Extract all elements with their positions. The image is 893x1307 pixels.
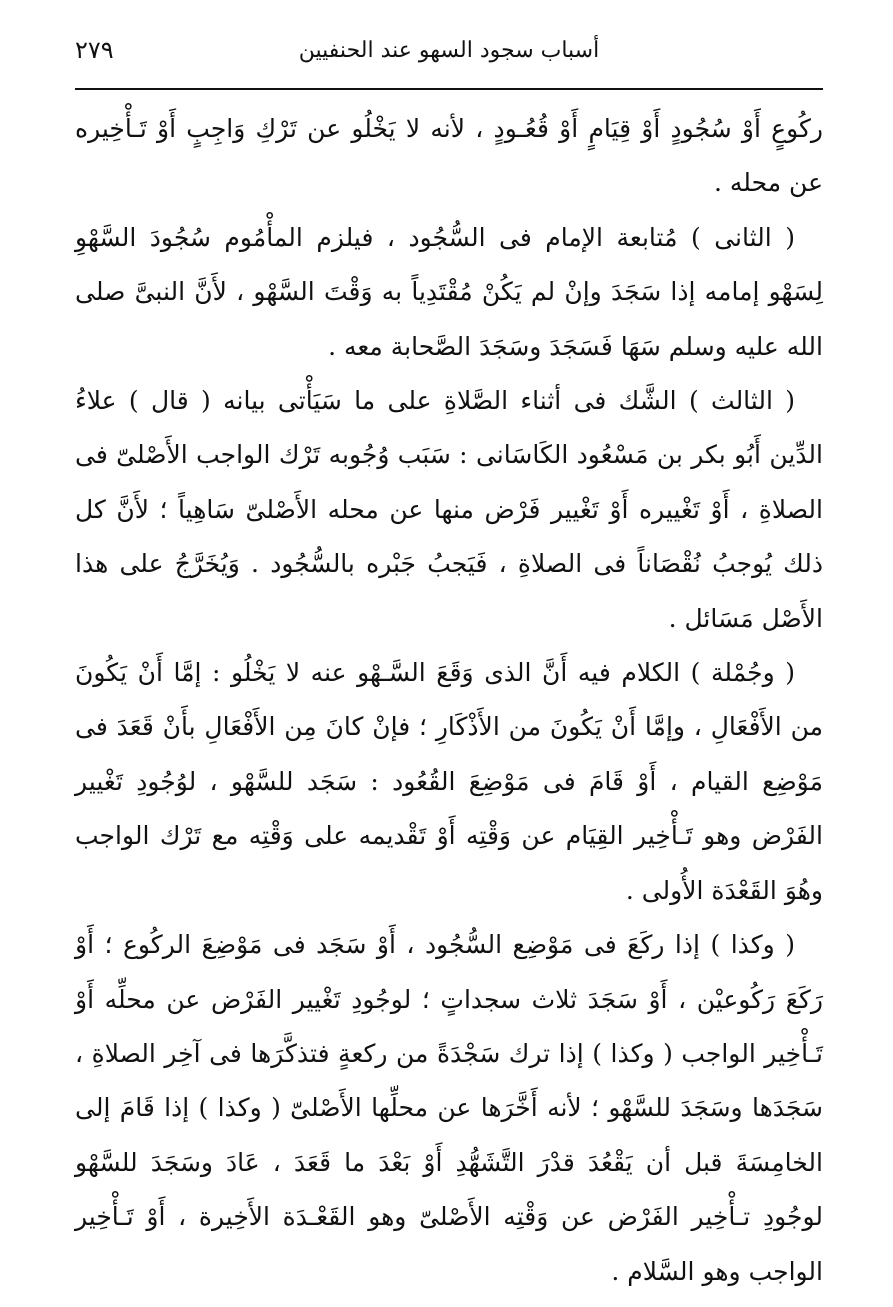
paragraph-continuation: ركُوعٍ أَوْ سُجُودٍ أَوْ قِيَامٍ أَوْ قُعُـودٍ ، لأنه لا يَخْلُو عن تَرْكِ وَاجِبٍ أَوْ تَـأْخِيره عن محله . [75,114,823,198]
page-number: ٢٧٩ [75,36,114,64]
paragraph-second-reason: ( الثانى ) مُتابعة الإمام فى السُّجُود ، فيلزم المأْمُوم سُجُودَ السَّهْوِ لِسَهْو إمامه إذا سَجَدَ وإنْ لم يَكُنْ مُقْتَدِياً به وَقْتَ السَّهْو ، لأَنَّ النبىَّ صلى الله عليه وسلم سَهَا فَسَجَدَ وسَجَدَ الصَّحابة معه . [75,222,823,361]
paragraph-examples: ( وكذا ) إذا ركَعَ فى مَوْضِع السُّجُود ، أَوْ سَجَد فى مَوْضِعَ الركُوع ؛ أَوْ رَكَعَ رَكُوعيْن ، أَوْ سَجَدَ ثلاث سجداتٍ ؛ لوجُودِ تَغْيير الفَرْض عن محلِّه أَوْ تَـأْخِير الواجب ( وكذا ) إذا ترك سَجْدَةً من ركعةٍ فتذكَّرَها فى آخِر الصلاةِ ، سَجَدَها وسَجَدَ للسَّهْو ؛ لأنه أَخَّرَها عن محلِّها الأَصْلىّ ( وكذا ) إذا قَامَ إلى الخامِسَةَ قبل أن يَقْعُدَ قدْرَ التَّشَهُّدِ أَوْ بَعْدَ ما قَعَدَ ، عَادَ وسَجَدَ للسَّهْو لوجُودِ تـأْخِير الفَرْض عن وَقْتِه الأَصْلىّ وهو القَعْـدَة الأَخِيرة ، أَوْ تَـأْخِير الواجب وهو السَّلام . [75,930,823,1286]
paragraph-third-reason: ( الثالث ) الشَّك فى أثناء الصَّلاةِ على ما سَيَأْتى بيانه ( قال ) علاءُ الدِّين أَبُو بكر بن مَسْعُود الكَاسَانى : سَبَب وُجُوبه تَرْك الواجب الأَصْلىّ فى الصلاةِ ، أَوْ تَغْييره أَوْ تَغْيير فَرْض منها عن محله الأَصْلىّ سَاهِياً ؛ لأَنَّ كل ذلك يُوجبُ نُقْصَاناً فى الصلاةِ ، فَيَجبُ جَبْره بالسُّجُود . وَيُخَرَّجُ على هذا الأَصْل مَسَائل . [75,386,823,633]
running-header [75,30,823,78]
header-rule [75,88,823,90]
header-title: أسباب سجود السهو عند الحنفيين [298,38,600,63]
paragraph-summary: ( وجُمْلة ) الكلام فيه أَنَّ الذى وَقَعَ السَّـهْو عنه لا يَخْلُو : إمَّا أَنْ يَكُونَ من الأَفْعَالِ ، وإمَّا أَنْ يَكُونَ من الأَذْكَارِ ؛ فإنْ كانَ مِن الأَفْعَالِ بأَنْ قَعَدَ فى مَوْضِع القيام ، أَوْ قَامَ فى مَوْضِعَ القُعُود : سَجَد للسَّهْو ، لوُجُودِ تَغْيير الفَرْض وهو تَـأْخِير القِيَام عن وَقْتِه أَوْ تَقْديمه على وَقْتِه مع تَرْك الواجب وهُوَ القَعْدَة الأُولى . [75,658,823,905]
body-text [75,102,823,1299]
